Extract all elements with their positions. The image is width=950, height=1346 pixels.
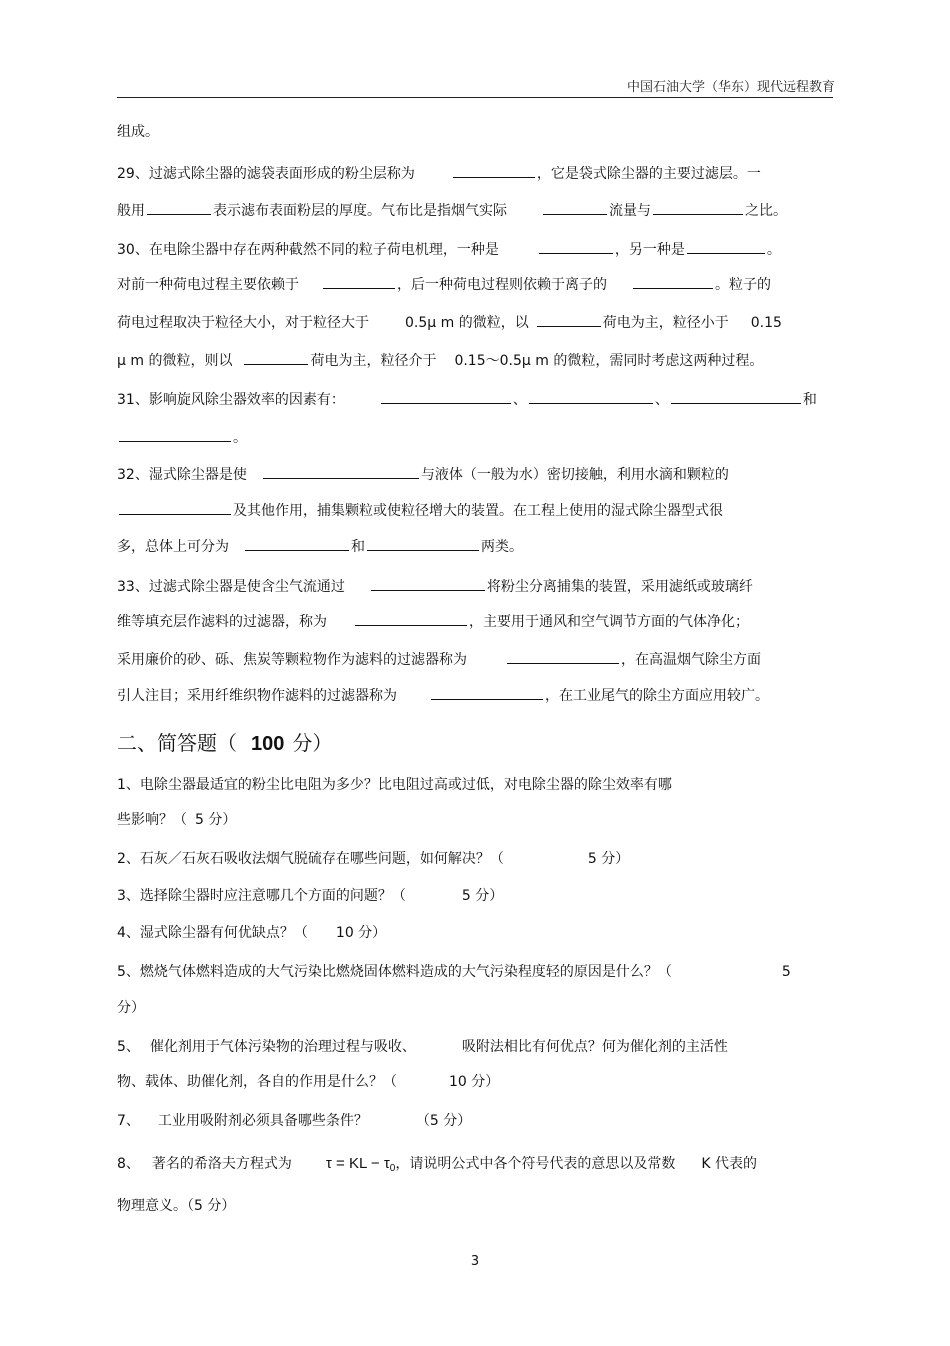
answer-blank[interactable] <box>539 238 613 254</box>
text-line: 般用 表示滤布表面粉层的厚度。气布比是指烟气实际 流量与 之比。 <box>117 199 787 221</box>
header-institution: 中国石油大学（华东）现代远程教育 <box>626 80 835 95</box>
text-line: 采用廉价的砂、砾、焦炭等颗粒物作为滤料的过滤器称为 ，在高温烟气除尘方面 <box>117 648 761 670</box>
question-line: 3、选择除尘器时应注意哪几个方面的问题？（ 5 分） <box>117 888 504 904</box>
answer-blank[interactable] <box>543 199 607 215</box>
text-line: 32、湿式除尘器是使 与液体（一般为水）密切接触，利用水滴和颗粒的 <box>117 463 729 485</box>
answer-blank[interactable] <box>381 388 511 404</box>
answer-blank[interactable] <box>119 426 231 442</box>
answer-blank[interactable] <box>671 388 801 404</box>
answer-blank[interactable] <box>147 199 211 215</box>
question-line: 物理意义。（5 分） <box>117 1198 236 1214</box>
text-line: 维等填充层作滤料的过滤器，称为 ，主要用于通风和空气调节方面的气体净化； <box>117 610 749 632</box>
text-line: μ m 的微粒，则以 荷电为主，粒径介于 0.15～0.5μ m 的微粒，需同时考虑这两种过程。 <box>117 349 763 371</box>
answer-blank[interactable] <box>323 273 395 289</box>
answer-blank[interactable] <box>119 499 231 515</box>
answer-blank[interactable] <box>431 684 543 700</box>
answer-blank[interactable] <box>653 199 743 215</box>
question-line: 5、 催化剂用于气体污染物的治理过程与吸收、 吸附法相比有何优点？何为催化剂的主活性 <box>117 1039 728 1055</box>
formula: τ = KL − $\tau_0$ <box>325 1155 396 1174</box>
page-number: 3 <box>470 1254 480 1269</box>
answer-blank[interactable] <box>507 648 619 664</box>
text-line: 多，总体上可分为 和 两类。 <box>117 535 523 557</box>
text-line: 对前一种荷电过程主要依赖于 ，后一种荷电过程则依赖于离子的 。粒子的 <box>117 273 771 295</box>
question-line: 1、电除尘器最适宜的粉尘比电阻为多少？比电阻过高或过低，对电除尘器的除尘效率有哪 <box>117 777 672 793</box>
text-line: 33、过滤式除尘器是使含尘气流通过 将粉尘分离捕集的装置，采用滤纸或玻璃纤 <box>117 575 753 597</box>
answer-blank[interactable] <box>367 535 479 551</box>
section-heading: 二、简答题（ 100 分） <box>117 731 333 755</box>
header-divider <box>117 97 833 98</box>
answer-blank[interactable] <box>245 535 349 551</box>
answer-blank[interactable] <box>529 388 653 404</box>
text-line: 及其他作用，捕集颗粒或使粒径增大的装置。在工程上使用的湿式除尘器型式很 <box>117 499 723 521</box>
question-line: 物、载体、助催化剂，各自的作用是什么？（ 10 分） <box>117 1074 500 1090</box>
answer-blank[interactable] <box>537 311 601 327</box>
text-line: 29、过滤式除尘器的滤袋表面形成的粉尘层称为 ，它是袋式除尘器的主要过滤层。一 <box>117 162 761 184</box>
answer-blank[interactable] <box>263 463 419 479</box>
text-line: 30、在电除尘器中存在两种截然不同的粒子荷电机理，一种是 ，另一种是 。 <box>117 238 781 260</box>
text-line: 31、影响旋风除尘器效率的因素有： 、 、 和 <box>117 388 817 410</box>
answer-blank[interactable] <box>244 349 308 365</box>
question-line: 7、 工业用吸附剂必须具备哪些条件？ （5 分） <box>117 1113 472 1129</box>
text-line: 组成。 <box>117 124 159 140</box>
answer-blank[interactable] <box>453 162 535 178</box>
question-line: 4、湿式除尘器有何优缺点？（ 10 分） <box>117 925 387 941</box>
answer-blank[interactable] <box>355 610 467 626</box>
question-line: 些影响？（ 5 分） <box>117 812 237 828</box>
answer-blank[interactable] <box>371 575 485 591</box>
text-line: 荷电过程取决于粒径大小，对于粒径大于 0.5μ m 的微粒，以 荷电为主，粒径小于 0.15 <box>117 311 782 333</box>
answer-blank[interactable] <box>633 273 713 289</box>
text-line: 。 <box>117 426 247 448</box>
question-line: 2、石灰／石灰石吸收法烟气脱硫存在哪些问题，如何解决？（ 5 分） <box>117 851 630 867</box>
answer-blank[interactable] <box>687 238 765 254</box>
question-line: 分） <box>117 1000 145 1016</box>
question-line: 8、 著名的希洛夫方程式为 τ = KL − $\tau_0$，请说明公式中各个符号代表的意思以及常数 K 代表的 <box>117 1155 757 1174</box>
text-line: 引人注目；采用纤维织物作滤料的过滤器称为 ，在工业尾气的除尘方面应用较广。 <box>117 684 769 706</box>
question-line: 5、燃烧气体燃料造成的大气污染比燃烧固体燃料造成的大气污染程度轻的原因是什么？（ 5 <box>117 964 791 980</box>
